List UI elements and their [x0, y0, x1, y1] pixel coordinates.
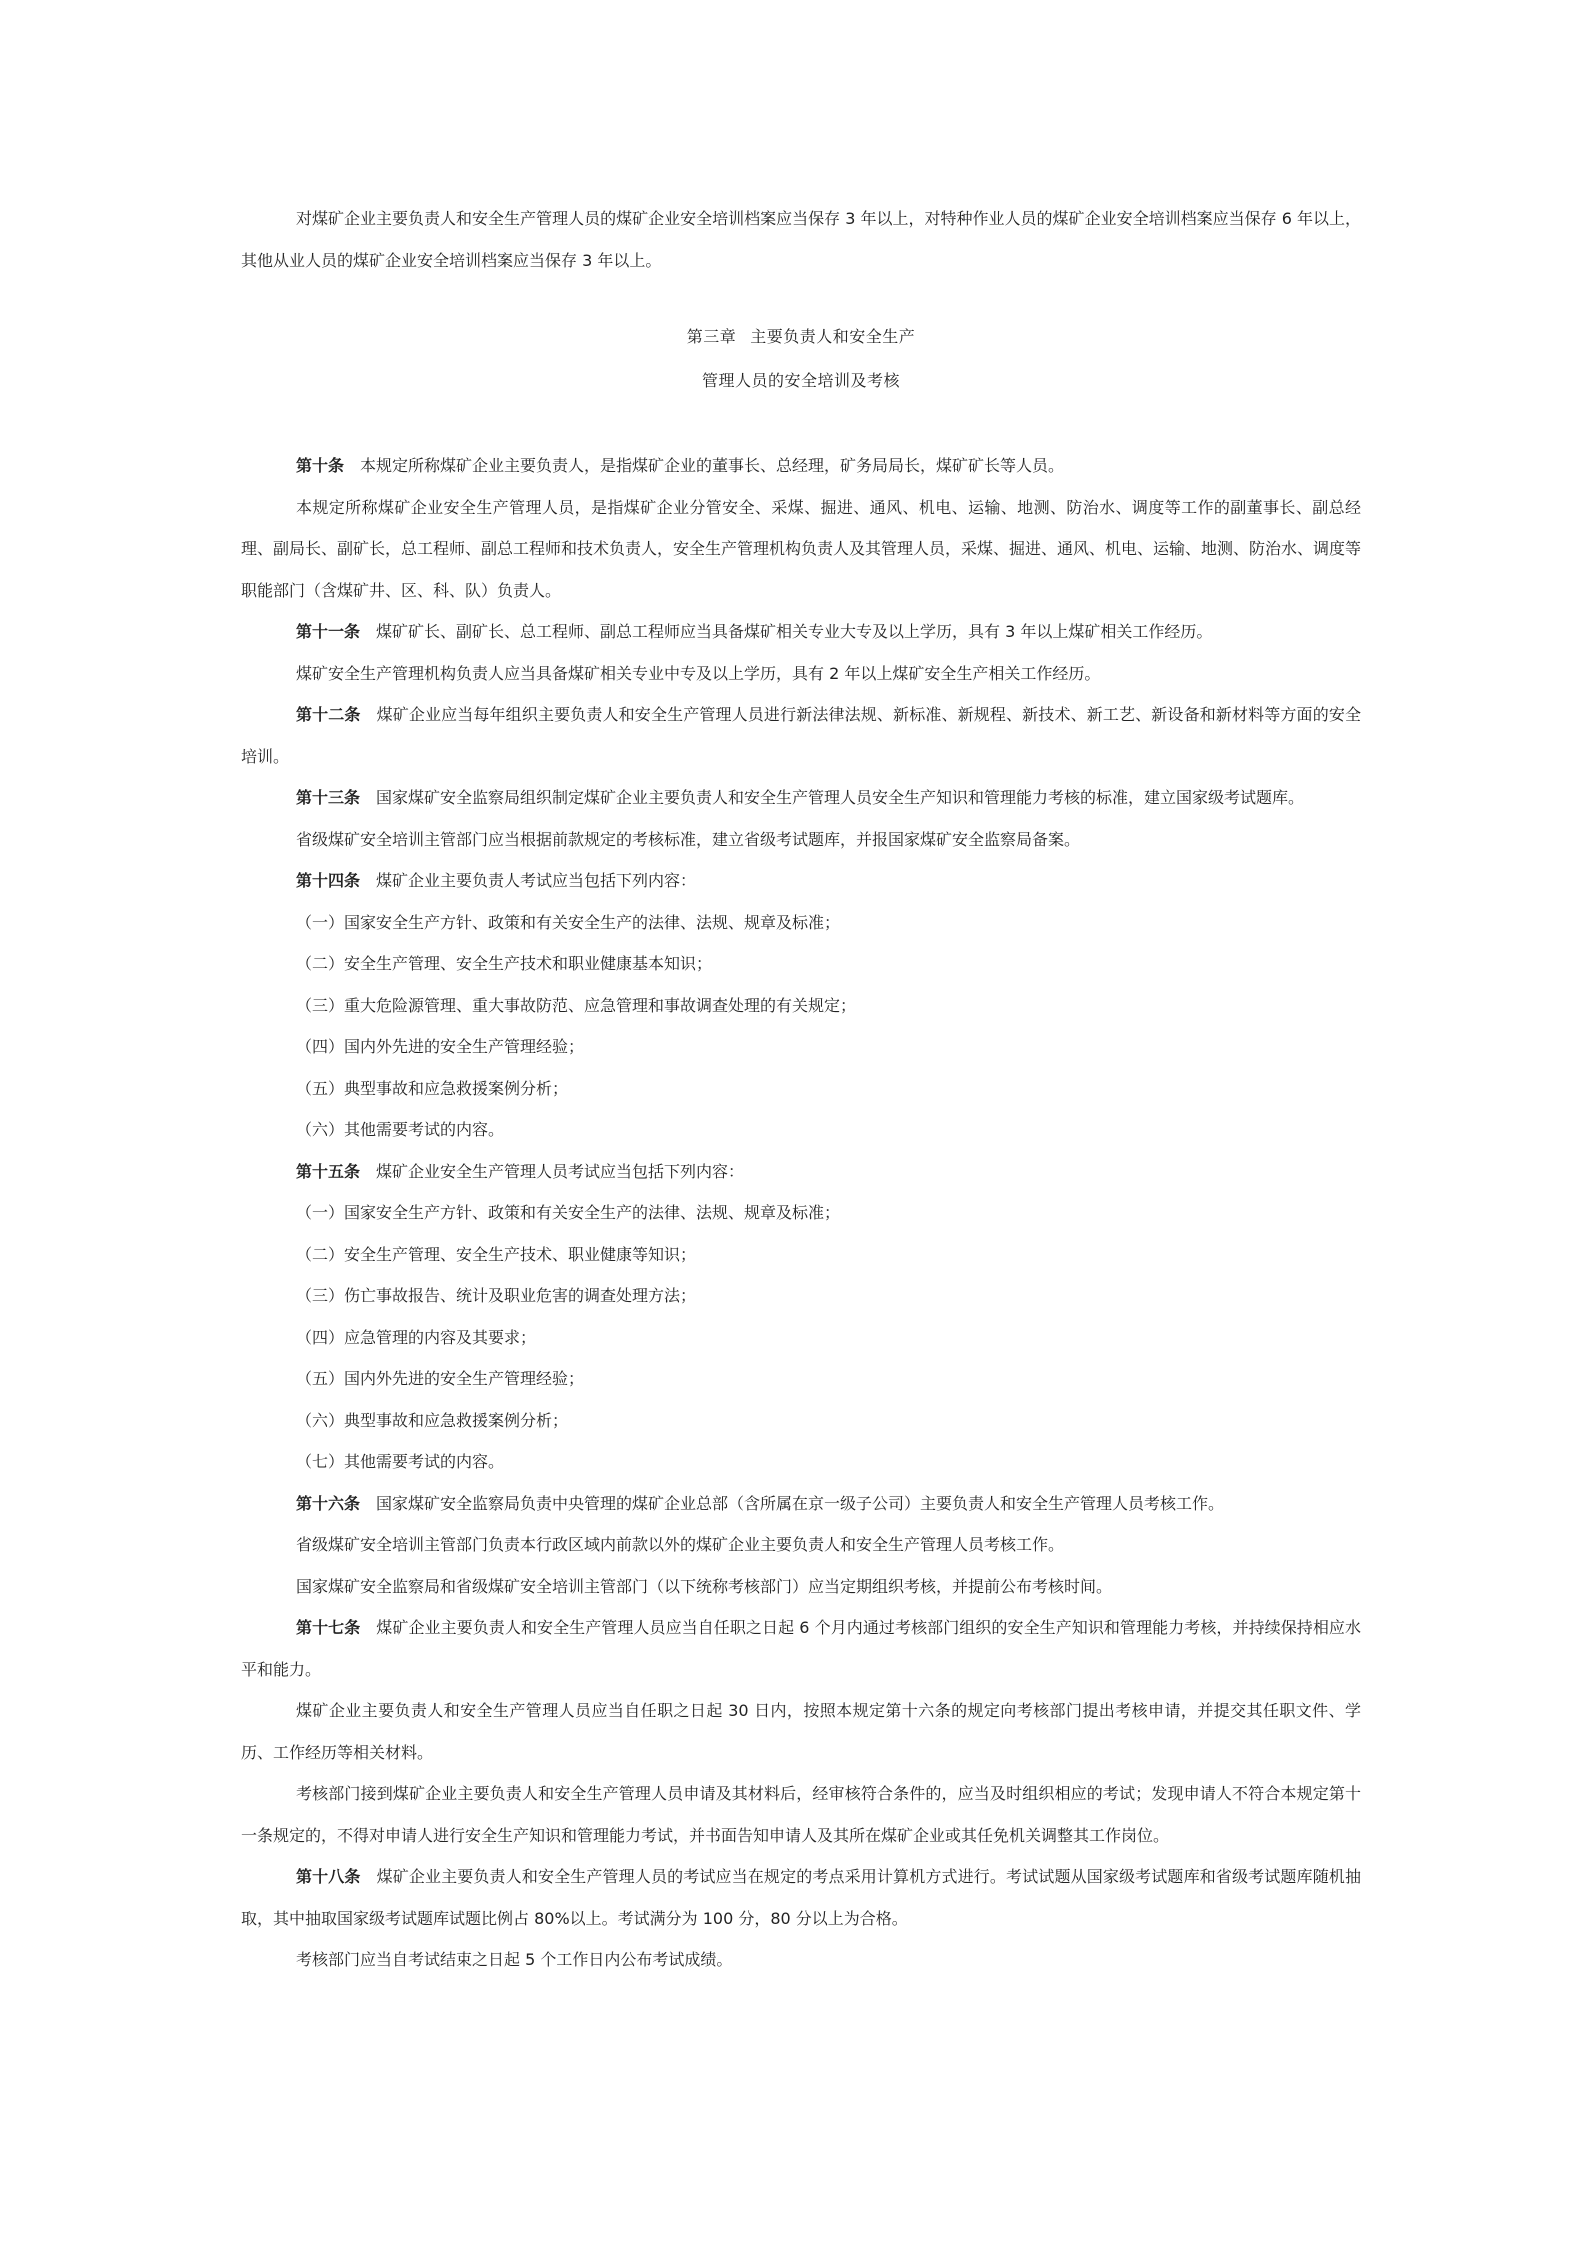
paragraph-text: 煤矿企业安全生产管理人员考试应当包括下列内容： — [376, 1161, 745, 1181]
paragraph-text: 国家煤矿安全监察局和省级煤矿安全培训主管部门（以下统称考核部门）应当定期组织考核，并提前公布考核时间。 — [296, 1576, 1113, 1596]
paragraph-text: （六）其他需要考试的内容。 — [296, 1120, 505, 1139]
article-paragraph — [241, 1856, 1361, 1939]
article-paragraphs — [241, 445, 1361, 1981]
paragraph-text: 煤矿矿长、副矿长、总工程师、副总工程师应当具备煤矿相关专业大专及以上学历，具有 3 年以上煤矿相关工作经历。 — [376, 622, 1213, 641]
article-paragraph — [241, 611, 1361, 653]
list-item — [241, 1275, 1361, 1317]
article-paragraph — [241, 445, 1361, 487]
paragraph-text: （四）国内外先进的安全生产管理经验； — [296, 1037, 585, 1056]
article-number: 第十六条 — [296, 1493, 361, 1513]
paragraph-text: （三）伤亡事故报告、统计及职业危害的调查处理方法； — [296, 1286, 697, 1305]
paragraph-text: 本规定所称煤矿企业安全生产管理人员，是指煤矿企业分管安全、采煤、掘进、通风、机电、运输、地测、防治水、调度等工作的副董事长、副总经理、副局长、副矿长，总工程师、副总工程师和技术负责人，安全生产管理机构负责人及其管理人员，采煤、掘进、通风、机电、运输、地测、防治水、调度等职能部门（含煤矿井、区、科、队）负责人。 — [241, 497, 1362, 600]
chapter-number: 第三章 — [686, 327, 737, 346]
article-number: 第十二条 — [296, 705, 361, 724]
article-number: 第十条 — [296, 456, 345, 475]
paragraph-text: （一）国家安全生产方针、政策和有关安全生产的法律、法规、规章及标准； — [296, 912, 841, 932]
paragraph-text: 煤矿企业主要负责人和安全生产管理人员的考试应当在规定的考点采用计算机方式进行。考试试题从国家级考试题库和省级考试题库随机抽取，其中抽取国家级考试题库试题比例占 80%以上。考试满分为 100 分，80 分以上为合格。 — [241, 1867, 1361, 1928]
chapter-title-line-2: 管理人员的安全培训及考核 — [701, 371, 900, 390]
article-paragraph — [241, 1566, 1361, 1608]
article-number: 第十五条 — [296, 1161, 361, 1181]
paragraph-text: （五）国内外先进的安全生产管理经验； — [296, 1369, 585, 1388]
paragraph-text: 煤矿企业主要负责人和安全生产管理人员应当自任职之日起 6 个月内通过考核部门组织的安全生产知识和管理能力考核，并持续保持相应水平和能力。 — [241, 1618, 1361, 1679]
paragraph-text: （三）重大危险源管理、重大事故防范、应急管理和事故调查处理的有关规定； — [296, 995, 857, 1015]
article-number: 第十八条 — [296, 1867, 361, 1886]
list-item — [241, 1068, 1361, 1110]
article-paragraph — [241, 1939, 1361, 1981]
paragraph-text: 考核部门应当自考试结束之日起 5 个工作日内公布考试成绩。 — [296, 1950, 733, 1969]
paragraph-text: 本规定所称煤矿企业主要负责人，是指煤矿企业的董事长、总经理，矿务局局长，煤矿矿长等人员。 — [360, 456, 1065, 475]
list-item — [241, 1026, 1361, 1068]
paragraph-text: （二）安全生产管理、安全生产技术和职业健康基本知识； — [296, 954, 713, 973]
document-body — [241, 198, 1361, 1981]
paragraph-text: 煤矿安全生产管理机构负责人应当具备煤矿相关专业中专及以上学历，具有 2 年以上煤矿安全生产相关工作经历。 — [296, 663, 1101, 683]
chapter-heading — [241, 315, 1361, 403]
article-paragraph — [241, 777, 1361, 819]
article-paragraph — [241, 860, 1361, 902]
list-item — [241, 1192, 1361, 1234]
article-paragraph — [241, 1773, 1361, 1856]
paragraph-text: 煤矿企业主要负责人考试应当包括下列内容： — [376, 871, 697, 890]
list-item — [241, 1317, 1361, 1359]
paragraph-text: （一）国家安全生产方针、政策和有关安全生产的法律、法规、规章及标准； — [296, 1203, 841, 1222]
list-item — [241, 1109, 1361, 1151]
list-item — [241, 1441, 1361, 1483]
intro-paragraph: 对煤矿企业主要负责人和安全生产管理人员的煤矿企业安全培训档案应当保存 3 年以上，对特种作业人员的煤矿企业安全培训档案应当保存 6 年以上，其他从业人员的煤矿企业安全培训档案应当保存 3 年以上。 — [241, 209, 1361, 270]
paragraph-text: 煤矿企业应当每年组织主要负责人和安全生产管理人员进行新法律法规、新标准、新规程、新技术、新工艺、新设备和新材料等方面的安全培训。 — [241, 705, 1361, 766]
article-paragraph — [241, 653, 1361, 695]
paragraph-text: 考核部门接到煤矿企业主要负责人和安全生产管理人员申请及其材料后，经审核符合条件的，应当及时组织相应的考试；发现申请人不符合本规定第十一条规定的，不得对申请人进行安全生产知识和管理能力考试，并书面告知申请人及其所在煤矿企业或其任免机关调整其工作岗位。 — [241, 1784, 1361, 1845]
article-number: 第十三条 — [296, 788, 361, 807]
chapter-title-line-1 — [241, 315, 1361, 359]
list-item — [241, 943, 1361, 985]
article-paragraph — [241, 694, 1361, 777]
article-paragraph — [241, 1151, 1361, 1193]
paragraph-text: （七）其他需要考试的内容。 — [296, 1452, 505, 1471]
article-number: 第十七条 — [296, 1618, 361, 1637]
article-paragraph — [241, 1483, 1361, 1525]
list-item — [241, 1358, 1361, 1400]
list-item — [241, 985, 1361, 1027]
article-paragraph — [241, 1607, 1361, 1690]
paragraph-text: 省级煤矿安全培训主管部门负责本行政区域内前款以外的煤矿企业主要负责人和安全生产管理人员考核工作。 — [296, 1535, 1065, 1554]
list-item — [241, 1400, 1361, 1442]
paragraph-text: （二）安全生产管理、安全生产技术、职业健康等知识； — [296, 1244, 697, 1264]
paragraph-text: 国家煤矿安全监察局负责中央管理的煤矿企业总部（含所属在京一级子公司）主要负责人和安全生产管理人员考核工作。 — [376, 1493, 1225, 1513]
list-item — [241, 902, 1361, 944]
article-number: 第十一条 — [296, 622, 361, 641]
paragraph-text: 国家煤矿安全监察局组织制定煤矿企业主要负责人和安全生产管理人员安全生产知识和管理能力考核的标准，建立国家级考试题库。 — [376, 788, 1305, 807]
article-paragraph — [241, 1524, 1361, 1566]
article-paragraph — [241, 1690, 1361, 1773]
paragraph-text: （四）应急管理的内容及其要求； — [296, 1327, 537, 1347]
paragraph-text: （五）典型事故和应急救援案例分析； — [296, 1078, 569, 1098]
article-paragraph — [241, 819, 1361, 861]
paragraph-text: 省级煤矿安全培训主管部门应当根据前款规定的考核标准，建立省级考试题库，并报国家煤矿安全监察局备案。 — [296, 829, 1081, 849]
paragraph-text: （六）典型事故和应急救援案例分析； — [296, 1410, 569, 1430]
paragraph-text: 煤矿企业主要负责人和安全生产管理人员应当自任职之日起 30 日内，按照本规定第十六条的规定向考核部门提出考核申请，并提交其任职文件、学历、工作经历等相关材料。 — [241, 1701, 1361, 1762]
article-paragraph — [241, 487, 1361, 612]
chapter-title-part-1: 主要负责人和安全生产 — [750, 327, 916, 346]
list-item — [241, 1234, 1361, 1276]
article-number: 第十四条 — [296, 871, 361, 890]
